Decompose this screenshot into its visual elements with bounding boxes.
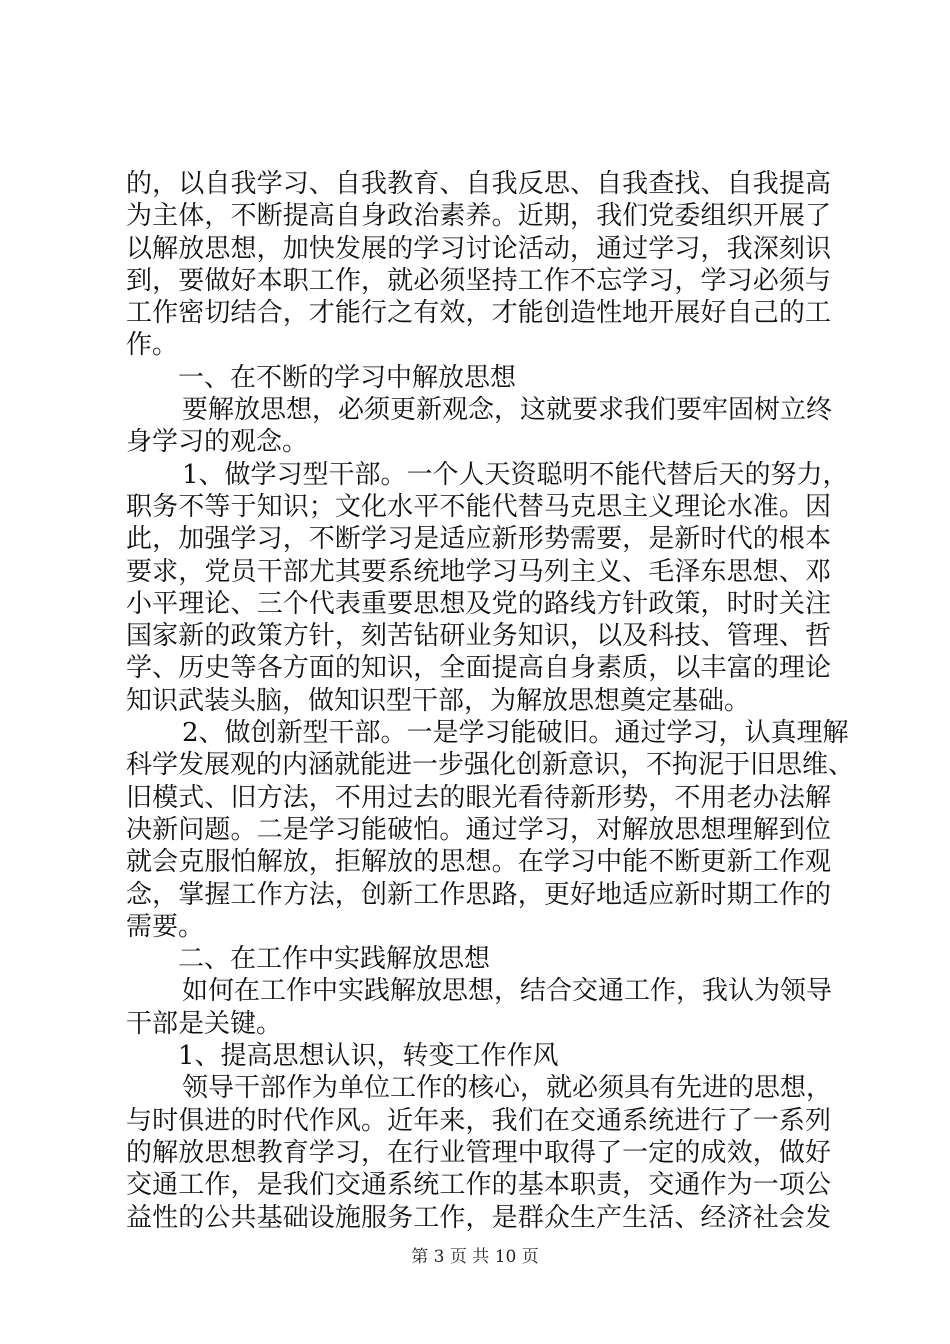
text-line: 要求，党员干部尤其要系统地学习马列主义、毛泽东思想、邓 [126, 556, 831, 587]
text-line: 需要。 [126, 911, 205, 942]
text-line: 要解放思想，必须更新观念，这就要求我们要牢固树立终 [182, 395, 833, 426]
text-line: 知识武装头脑，做知识型干部，为解放思想奠定基础。 [126, 685, 751, 716]
section-heading: 1、提高思想认识，转变工作作风 [178, 1041, 559, 1072]
text-line: 为主体，不断提高自身政治素养。近期，我们党委组织开展了 [126, 201, 831, 232]
text-line: 与时俱进的时代作风。近年来，我们在交通系统进行了一系列 [126, 1105, 831, 1136]
text-line: 职务不等于知识；文化水平不能代替马克思主义理论水准。因 [126, 491, 831, 522]
text-line: 作。 [126, 330, 179, 361]
text-line: 益性的公共基础设施服务工作，是群众生产生活、经济社会发 [126, 1202, 831, 1233]
text-line: 就会克服怕解放，拒解放的思想。在学习中能不断更新工作观 [126, 847, 831, 878]
text-line: 国家新的政策方针，刻苦钻研业务知识，以及科技、管理、哲 [126, 621, 831, 652]
text-line: 1、做学习型干部。一个人天资聪明不能代替后天的努力， [182, 459, 849, 490]
text-line: 干部是关键。 [126, 1008, 283, 1039]
text-line: 小平理论、三个代表重要思想及党的路线方针政策，时时关注 [126, 588, 831, 619]
text-line: 如何在工作中实践解放思想，结合交通工作，我认为领导 [182, 976, 833, 1007]
text-line: 以解放思想，加快发展的学习讨论活动，通过学习，我深刻识 [126, 233, 831, 264]
section-heading: 二、在工作中实践解放思想 [178, 944, 491, 975]
page-footer: 第 3 页 共 10 页 [411, 1247, 539, 1267]
text-line: 身学习的观念。 [126, 427, 309, 458]
text-line: 决新问题。二是学习能破怕。通过学习，对解放思想理解到位 [126, 814, 831, 845]
text-line: 2、做创新型干部。一是学习能破旧。通过学习，认真理解 [182, 718, 849, 749]
text-line: 到，要做好本职工作，就必须坚持工作不忘学习，学习必须与 [126, 265, 831, 296]
text-line: 学、历史等各方面的知识，全面提高自身素质，以丰富的理论 [126, 653, 831, 684]
text-line: 此，加强学习，不断学习是适应新形势需要，是新时代的根本 [126, 524, 831, 555]
body-text [126, 168, 855, 1234]
text-line: 科学发展观的内涵就能进一步强化创新意识，不拘泥于旧思维、 [126, 750, 855, 781]
text-line: 的，以自我学习、自我教育、自我反思、自我查找、自我提高 [126, 169, 831, 199]
text-line: 旧模式、旧方法，不用过去的眼光看待新形势，不用老办法解 [126, 782, 831, 813]
text-line: 的解放思想教育学习，在行业管理中取得了一定的成效，做好 [126, 1137, 831, 1168]
text-line: 工作密切结合，才能行之有效，才能创造性地开展好自己的工 [126, 298, 831, 329]
text-line: 领导干部作为单位工作的核心，就必须具有先进的思想， [182, 1073, 833, 1104]
text-line: 交通工作，是我们交通系统工作的基本职责，交通作为一项公 [126, 1170, 831, 1201]
text-line: 念，掌握工作方法，创新工作思路，更好地适应新时期工作的 [126, 879, 831, 910]
section-heading: 一、在不断的学习中解放思想 [178, 362, 517, 393]
